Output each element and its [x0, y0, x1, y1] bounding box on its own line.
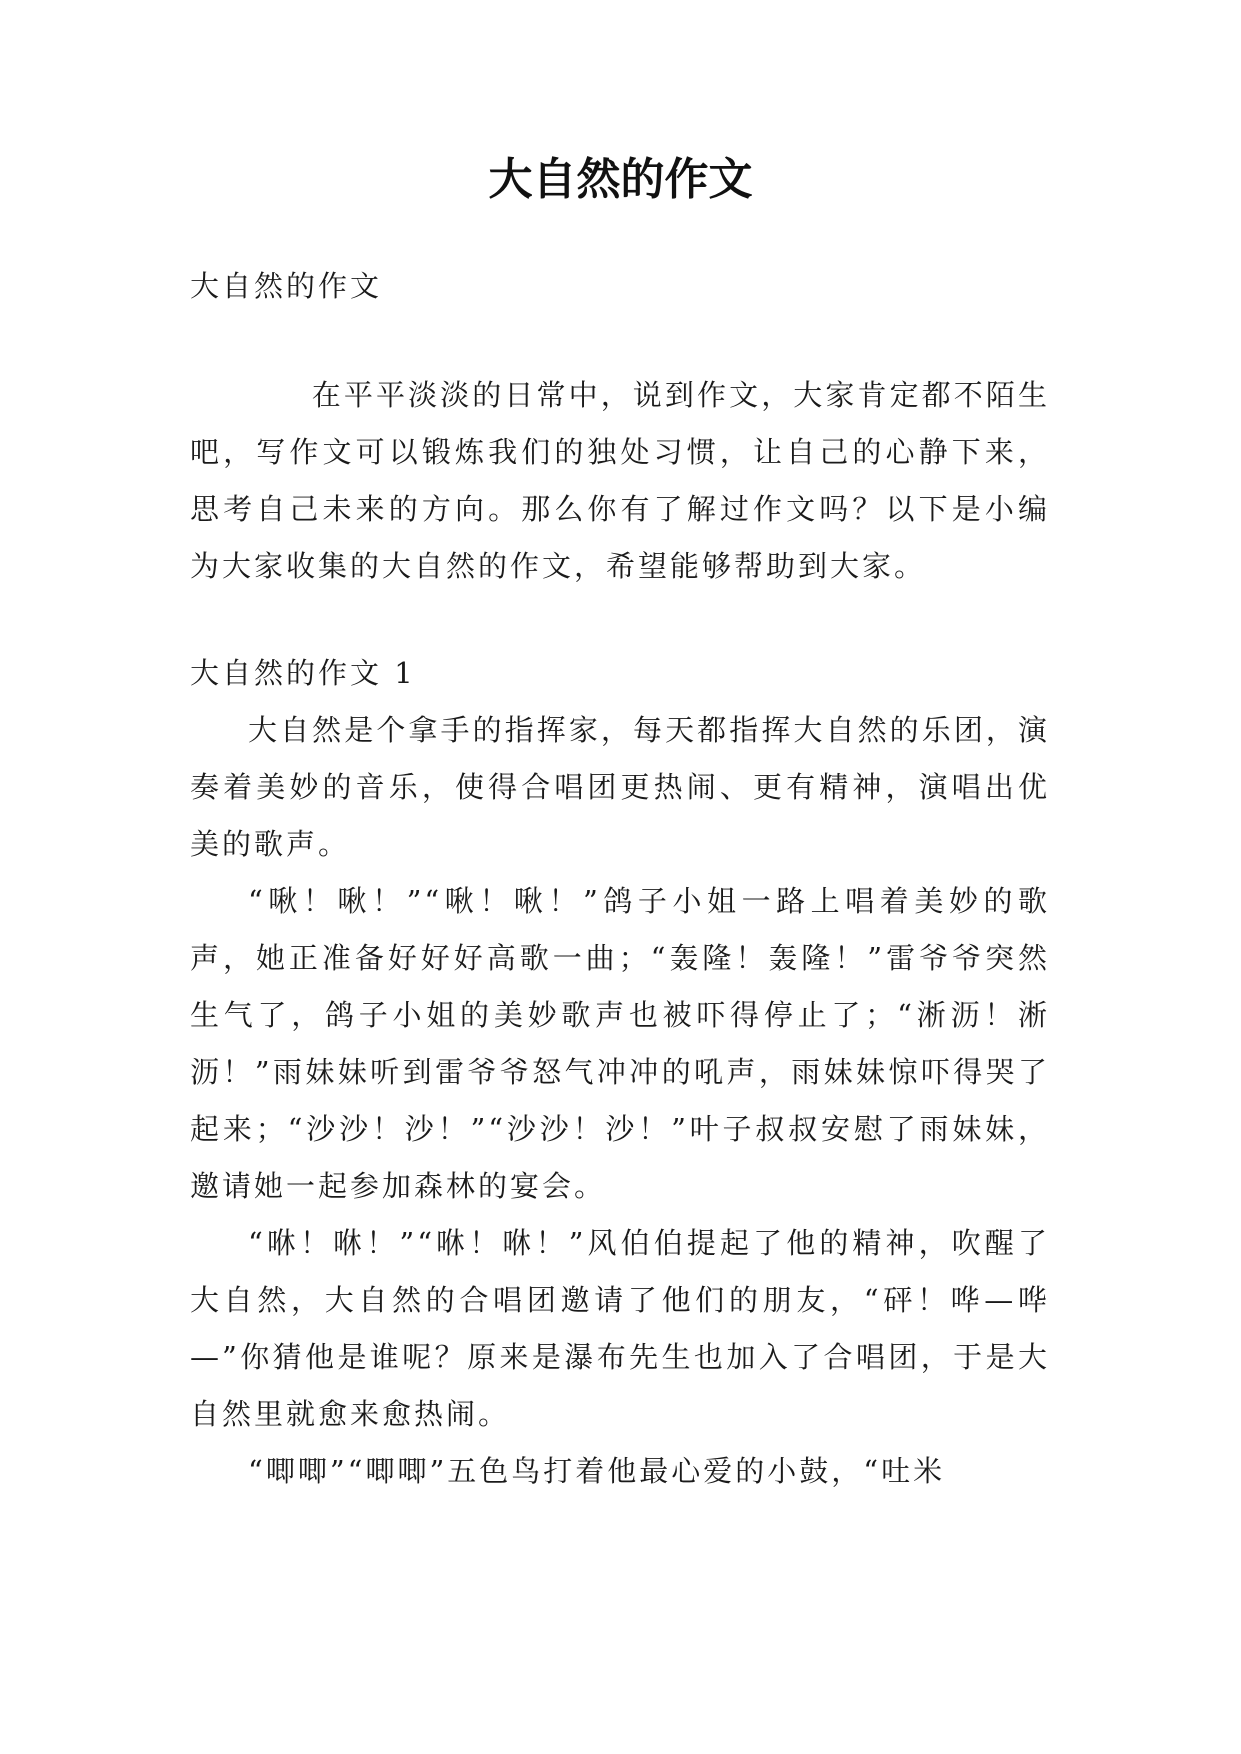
document-body [190, 258, 1050, 1500]
body-paragraph: 大自然是个拿手的指挥家，每天都指挥大自然的乐团，演奏着美妙的音乐，使得合唱团更热闹、更有精神，演唱出优美的歌声。 [190, 713, 1050, 861]
intro-paragraph: 在平平淡淡的日常中，说到作文，大家肯定都不陌生吧，写作文可以锻炼我们的独处习惯，让自己的心静下来，思考自己未来的方向。那么你有了解过作文吗？以下是小编为大家收集的大自然的作文，希望能够帮助到大家。 [190, 378, 1050, 583]
body-paragraph: “啾！啾！”“啾！啾！”鸽子小姐一路上唱着美妙的歌声，她正准备好好好高歌一曲；“轰隆！轰隆！”雷爷爷突然生气了，鸽子小姐的美妙歌声也被吓得停止了；“淅沥！淅沥！”雨妹妹听到雷爷爷怒气冲冲的吼声，雨妹妹惊吓得哭了起来；“沙沙！沙！”“沙沙！沙！”叶子叔叔安慰了雨妹妹，邀请她一起参加森林的宴会。 [190, 884, 1050, 1203]
subtitle-label: 大自然的作文 [190, 269, 383, 303]
document-title: 大自然的作文 [488, 154, 753, 205]
section-heading: 大自然的作文 1 [190, 656, 416, 690]
body-paragraph: “咻！咻！”“咻！咻！”风伯伯提起了他的精神，吹醒了大自然，大自然的合唱团邀请了他们的朋友，“砰！哗—哗—”你猜他是谁呢？原来是瀑布先生也加入了合唱团，于是大自然里就愈来愈热闹。 [190, 1226, 1050, 1431]
body-paragraph: “唧唧”“唧唧”五色鸟打着他最心爱的小鼓，“吐米 [248, 1454, 946, 1488]
